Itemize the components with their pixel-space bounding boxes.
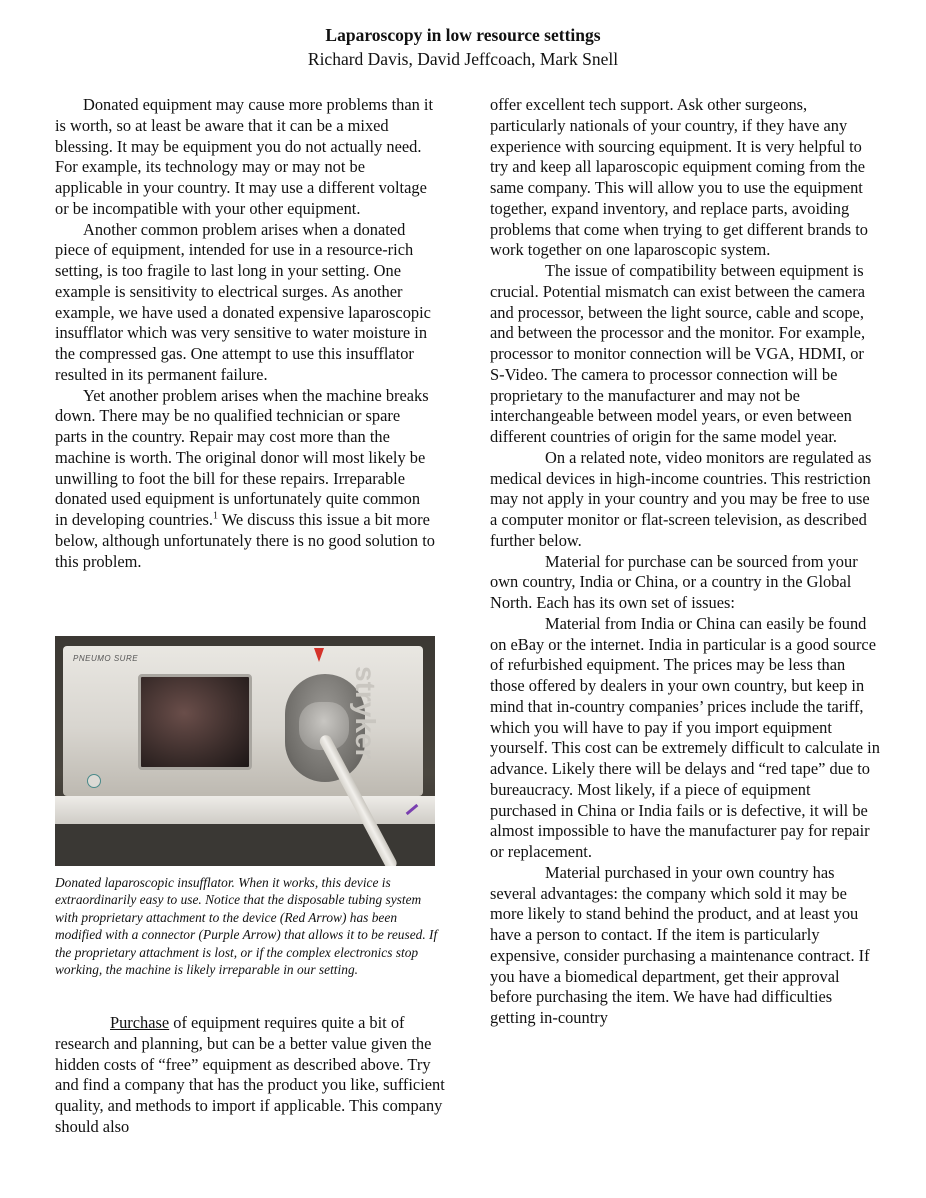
paragraph-text: of equipment requires quite a bit of research and planning, but can be a better value given the hidden costs of “free” equipment as described above. Try and find a company that has the product you like, sufficient quality, and methods to import if applicable. This company should also	[55, 1013, 445, 1136]
paragraph	[55, 386, 435, 573]
page-title: Laparoscopy in low resource settings	[325, 25, 601, 45]
paragraph: Another common problem arises when a donated piece of equipment, intended for use in a resource-rich setting, is too fragile to last long in your setting. One example is sensitivity to electrical surges. As another example, we have used a donated expensive laparoscopic insufflator which was very sensitive to water moisture in the compressed gas. One attempt to use this insufflator resulted in its permanent failure.	[55, 219, 431, 384]
stryker-logo: stryker	[350, 666, 381, 760]
paragraph: On a related note, video monitors are regulated as medical devices in high-income countries. This restriction may not apply in your country and you may be free to use a computer monitor or flat-screen television, as described further below.	[490, 447, 872, 550]
paragraph: The issue of compatibility between equipment is crucial. Potential mismatch can exist between the camera and processor, between the light source, cable and scope, and between the processor and the monitor. For example, processor to monitor connection will be VGA, HDMI, or S-Video. The camera to processor connection will be proprietary to the manufacturer and may not be interchangeable between model years, or even between different countries of origin for the same model year.	[490, 261, 866, 446]
red-arrow-icon	[314, 648, 324, 662]
paragraph: Material for purchase can be sourced from your own country, India or China, or a country in the Global North. Each has its own set of issues:	[490, 551, 858, 612]
shelf	[55, 796, 435, 824]
insufflator-photo	[55, 636, 435, 866]
paragraph	[55, 1013, 445, 1138]
paragraph: Material purchased in your own country has several advantages: the company which sold it may be more likely to stand behind the product, and at least you have a person to contact. If the item is particularly expensive, consider purchasing a maintenance contract. If you have a biomedical department, get their approval before purchasing the item. We have had difficulties getting in-country	[490, 862, 870, 1027]
paragraph: Material from India or China can easily be found on eBay or the internet. India in particular is a good source of refurbished equipment. The prices may be less than those offered by dealers in your own country, but keep in mind that in-country companies’ prices include the tariff, which you will have to pay if you import equipment yourself. This cost can be extremely difficult to calculate in advance. Likely there will be delays and “red tape” due to bureaucracy. Most likely, if a piece of equipment purchased in China or India fails or is defective, it will be almost impossible to have the manufacturer pay for repair or replacement.	[490, 613, 880, 861]
paragraph-text: Yet another problem arises when the machine breaks down. There may be no qualified technician or spare parts in the country. Repair may cost more than the machine is worth. The original donor will most likely be unwilling to foot the bill for these repairs. Irreparable donated used equipment is unfortunately quite common in developing countries.	[55, 385, 429, 529]
device-brand-label: PNEUMO SURE	[73, 654, 139, 663]
power-icon	[87, 774, 101, 788]
paragraph: Donated equipment may cause more problems than it is worth, so at least be aware that it can be a mixed blessing. It may be equipment you do not actually need. For example, its technology may or may not be applicable in your country. It may use a different voltage or be incompatible with your other equipment.	[55, 95, 434, 218]
insufflator-device	[63, 646, 423, 796]
right-column	[490, 95, 880, 1029]
paragraph-text: We discuss this issue a bit more below, although unfortunately there is no good solution to this problem.	[55, 510, 435, 571]
left-column-continued	[55, 1013, 445, 1138]
paragraph: offer excellent tech support. Ask other surgeons, particularly nationals of your country, if they have any experience with sourcing equipment. It is very helpful to try and keep all laparoscopic equipment coming from the same company. This will allow you to use the equipment together, expand inventory, and replace parts, avoiding problems that come when trying to get different brands to work together on one laparoscopic system.	[490, 95, 868, 260]
underlined-term: Purchase	[110, 1013, 170, 1032]
footnote-marker[interactable]: 1	[212, 510, 218, 522]
left-column	[55, 95, 435, 572]
device-screen	[138, 674, 252, 770]
authors: Richard Davis, David Jeffcoach, Mark Snell	[307, 49, 619, 69]
figure-caption: Donated laparoscopic insufflator. When it works, this device is extraordinarily easy to use. Notice that the disposable tubing system with proprietary attachment to the device (Red Arrow) has been modified with a connector (Purple Arrow) that allows it to be reused. If the proprietary attachment is lost, or if the complex electronics stop working, the machine is likely irreparable in our setting.	[55, 875, 438, 978]
